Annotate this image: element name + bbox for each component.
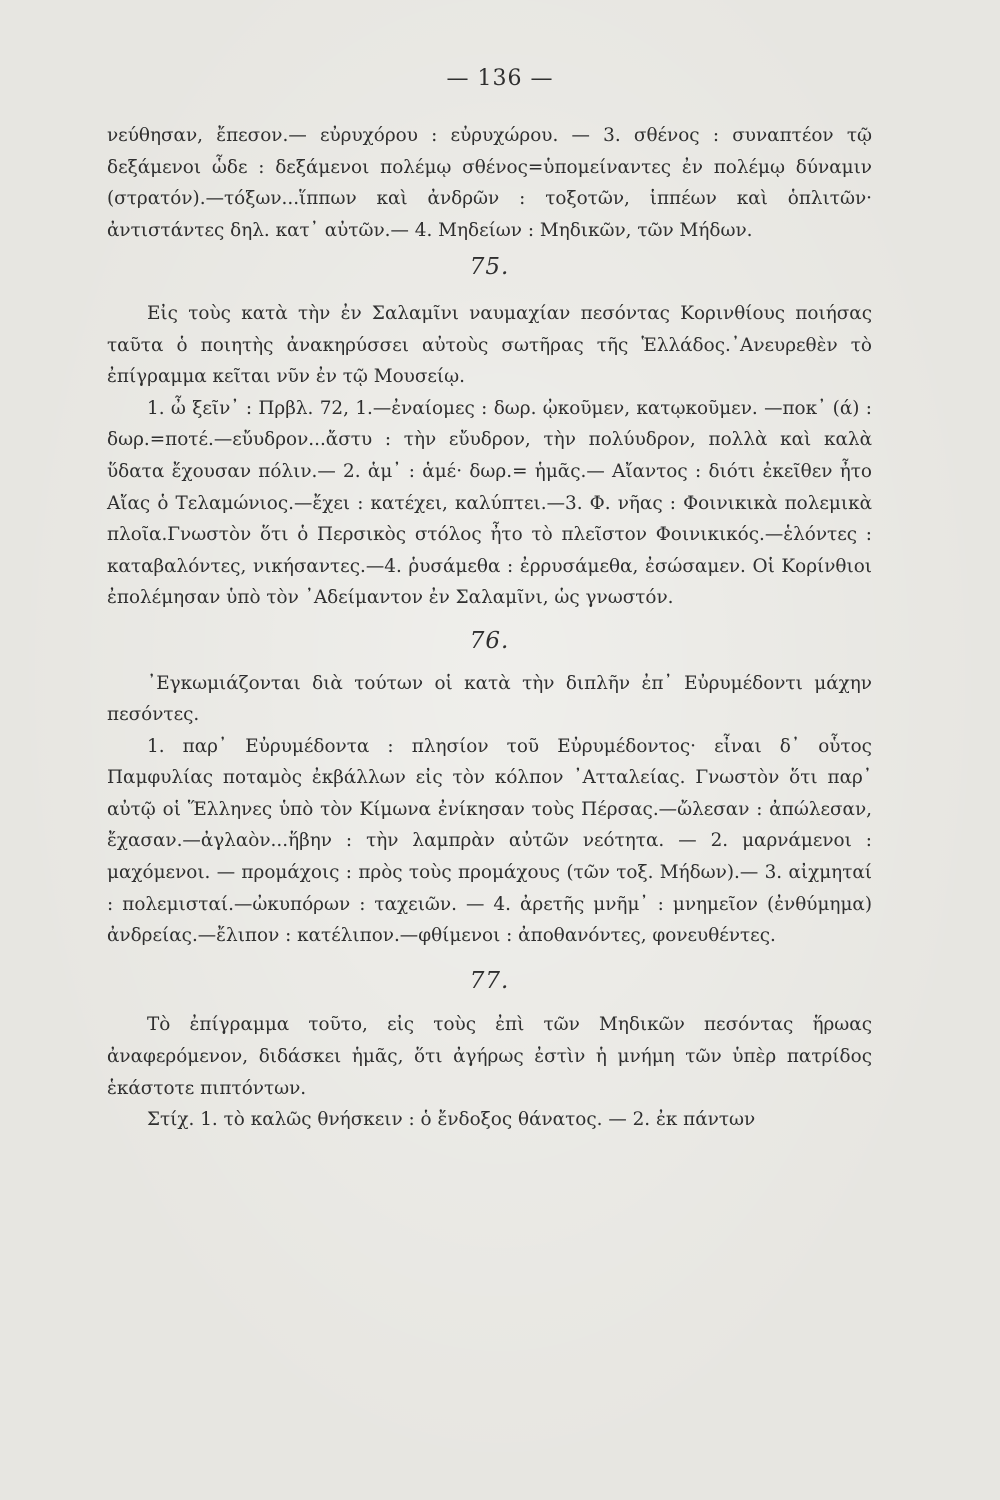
section-75-intro: Εἰς τοὺς κατὰ τὴν ἐν Σαλαμῖνι ναυμαχίαν πεσόντας Κορινθίους ποιήσας ταῦτα ὁ ποιητὴς ἀνακηρύσσει αὐτοὺς σωτῆρας τῆς Ἑλλάδος.᾽Ανευρεθὲν τὸ ἐπίγραμμα κεῖται νῦν ἐν τῷ Μουσείῳ. xyxy=(107,302,872,388)
section-77-intro: Τὸ ἐπίγραμμα τοῦτο, εἰς τοὺς ἐπὶ τῶν Μηδικῶν πεσόντας ἥρωας ἀναφερόμενον, διδάσκει ἡμᾶς, ὅτι ἀγήρως ἐστὶν ἡ μνήμη τῶν ὑπὲρ πατρίδος ἑκάστοτε πιπτόντων. xyxy=(107,1014,872,1099)
carryover-notes: νεύθησαν, ἔπεσον.— εὐρυχόρου : εὐρυχώρου. — 3. σθένος : συναπτέον τῷ δεξάμενοι ὧδε : δεξάμενοι πολέμῳ σθένος=ὑπομείναντες ἐν πολέμῳ δύναμιν (στρατόν).—τόξων...ἵππων καὶ ἀνδρῶν : τοξοτῶν, ἱππέων καὶ ὁπλιτῶν· ἀντιστάντες δηλ. κατ᾽ αὐτῶν.— 4. Μηδείων : Μηδικῶν, τῶν Μήδων. xyxy=(107,125,872,241)
page-number: — 136 — xyxy=(446,66,554,91)
section-number-75: 75. xyxy=(469,254,510,281)
section-77-notes: Στίχ. 1. τὸ καλῶς θνήσκειν : ὁ ἔνδοξος θάνατος. — 2. ἐκ πάντων xyxy=(147,1109,756,1131)
section-number-77: 77. xyxy=(469,967,510,994)
section-number-76: 76. xyxy=(469,627,510,654)
section-76-intro: ᾽Εγκωμιάζονται διὰ τούτων οἱ κατὰ τὴν διπλῆν ἐπ᾽ Εὐρυμέδοντι μάχην πεσόντες. xyxy=(107,672,872,726)
section-75-notes: 1. ὦ ξεῖν᾽ : Πρβλ. 72, 1.—ἐναίομες : δωρ. ᾠκοῦμεν, κατῳκοῦμεν. —ποκ᾽ (ά) : δωρ.=ποτέ.—εὔυδρον...ἄστυ : τὴν εὔυδρον, τὴν πολύυδρον, πολλὰ καὶ καλὰ ὕδατα ἔχουσαν πόλιν.— 2. ἁμ᾽ : ἁμέ· δωρ.= ἡμᾶς.— Αἴαντος : διότι ἐκεῖθεν ἦτο Αἴας ὁ Τελαμώνιος.—ἔχει : κατέχει, καλύπτει.—3. Φ. νῆας : Φοινικικὰ πολεμικὰ πλοῖα.Γνωστὸν ὅτι ὁ Περσικὸς στόλος ἦτο τὸ πλεῖστον Φοινικικός.—ἑλόντες : καταβαλόντες, νικήσαντες.—4. ῥυσάμεθα : ἐρρυσάμεθα, ἐσώσαμεν. Οἱ Κορίνθιοι ἐπολέμησαν ὑπὸ τὸν ᾽Αδείμαντον ἐν Σαλαμῖνι, ὡς γνωστόν. xyxy=(107,397,872,609)
section-76-notes: 1. παρ᾽ Εὐρυμέδοντα : πλησίον τοῦ Εὐρυμέδοντος· εἶναι δ᾽ οὗτος Παμφυλίας ποταμὸς ἐκβάλλων εἰς τὸν κόλπον ᾽Ατταλείας. Γνωστὸν ὅτι παρ᾽ αὐτῷ οἱ Ἕλληνες ὑπὸ τὸν Κίμωνα ἐνίκησαν τοὺς Πέρσας.—ὤλεσαν : ἀπώλεσαν, ἔχασαν.—ἀγλαὸν...ἥβην : τὴν λαμπρὰν αὐτῶν νεότητα. — 2. μαρνάμενοι : μαχόμενοι. — προμάχοις : πρὸς τοὺς προμάχους (τῶν τοξ. Μήδων).— 3. αἰχμηταί : πολεμισταί.—ὠκυπόρων : ταχειῶν. — 4. ἀρετῆς μνῆμ᾽ : μνημεῖον (ἐνθύμημα) ἀνδρείας.—ἔλιπον : κατέλιπον.—φθίμενοι : ἀποθανόντες, φονευθέντες. xyxy=(107,735,872,947)
page-content xyxy=(107,120,872,1136)
